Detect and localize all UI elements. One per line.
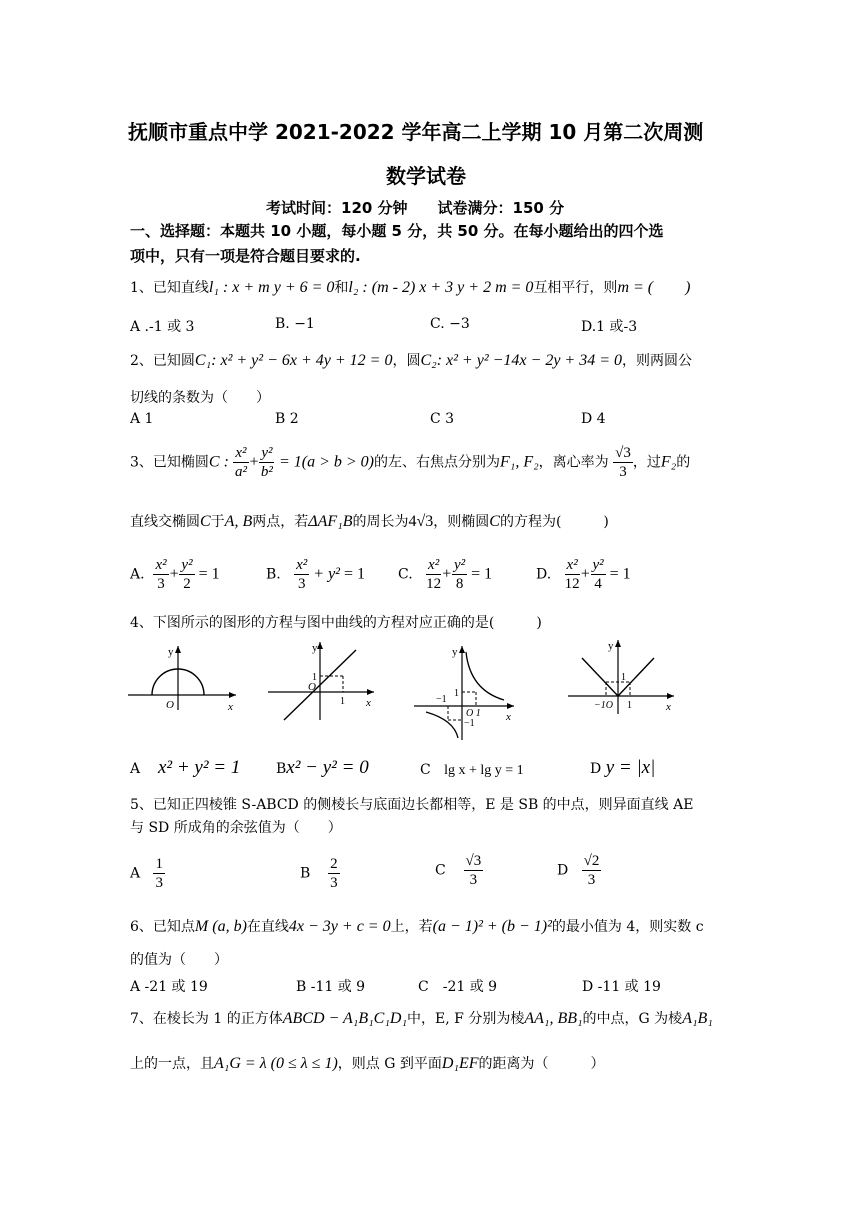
q3-option-d: D. $\frac{\text{x²}}{12}$ + $\frac{\text{y²}}{4}$ = 1 bbox=[536, 557, 631, 592]
q2-option-b: B 2 bbox=[275, 411, 299, 427]
q1-option-c: C. −3 bbox=[430, 316, 470, 332]
graph-b-line bbox=[268, 640, 378, 722]
q1-option-a: A .-1 或 3 bbox=[130, 319, 195, 335]
question-5-line1: 5、已知正四棱锥 S-ABCD 的侧棱长与底面边长都相等，E 是 SB 的中点，则异面直线 AE bbox=[130, 797, 694, 813]
q3-option-b: B. $\frac{\text{x²}}{3}$ + y² = 1 bbox=[266, 557, 365, 592]
graph-a-x-label: x bbox=[228, 701, 233, 713]
graph-c-tick-neg1x: −1 bbox=[436, 694, 447, 705]
q6-option-d: D -11 或 19 bbox=[582, 979, 661, 995]
graph-b-tick-1x: 1 bbox=[340, 696, 345, 707]
graph-b-tick-1y: 1 bbox=[312, 672, 317, 683]
question-3-line2: 直线交椭圆C于A, B两点，若ΔAF₁B的周长为4√3，则椭圆C的方程为( ) bbox=[130, 513, 609, 530]
q5-option-a: A $\frac{1}{3}$ bbox=[130, 856, 163, 891]
question-6-stem: 6、已知点M (a, b)在直线4x − 3y + c = 0上，若(a − 1)² + (b − 1)²的最小值为 4，则实数 c bbox=[130, 918, 704, 935]
question-7-stem: 7、在棱长为 1 的正方体ABCD − A₁B₁C₁D₁中，E, F 分别为棱AA₁, BB₁的中点，G 为棱A₁B₁ bbox=[130, 1010, 713, 1027]
exam-title: 抚顺市重点中学 2021-2022 学年高二上学期 10 月第二次周测 bbox=[128, 120, 704, 144]
question-1-stem: 1、已知直线l₁ : x + m y + 6 = 0和l₂ : (m - 2) x + 3 y + 2 m = 0互相平行，则m = ( ) bbox=[130, 279, 691, 296]
q4-option-c: C lg x + lg y = 1 bbox=[420, 762, 524, 778]
q2-option-c: C 3 bbox=[430, 411, 455, 427]
q5-option-d: D $\frac{√2}{3}$ bbox=[557, 853, 600, 888]
exam-subtitle: 数学试卷 bbox=[386, 164, 466, 188]
q2-option-d: D 4 bbox=[581, 411, 606, 427]
graph-c-hyperbola bbox=[414, 644, 518, 742]
q6-option-c: C -21 或 9 bbox=[418, 979, 498, 995]
q5-option-b: B $\frac{2}{3}$ bbox=[300, 856, 338, 891]
q2-option-a: A 1 bbox=[130, 411, 154, 427]
q3-option-c: C. $\frac{\text{x²}}{12}$ + $\frac{\text{y²}}{8}$ = 1 bbox=[398, 557, 493, 592]
section-heading-line1: 一、选择题：本题共 10 小题，每小题 5 分，共 50 分。在每小题给出的四个选 bbox=[130, 222, 664, 240]
q6-option-b: B -11 或 9 bbox=[296, 979, 366, 995]
exam-info: 考试时间：120 分钟 试卷满分：150 分 bbox=[266, 199, 565, 217]
graph-d-tick-1y: 1 bbox=[621, 672, 626, 683]
graph-d-neg1-origin: −1O bbox=[594, 700, 613, 711]
q6-option-a: A -21 或 19 bbox=[130, 979, 208, 995]
graph-b-y-label: y bbox=[312, 642, 318, 654]
section-heading-line2: 项中，只有一项是符合题目要求的. bbox=[130, 247, 361, 265]
graph-c-x-label: x bbox=[506, 711, 511, 723]
graph-a-origin-label: O bbox=[166, 699, 174, 711]
q1-option-b: B. −1 bbox=[275, 316, 315, 332]
question-7-line2: 上的一点，且A₁G = λ (0 ≤ λ ≤ 1)，则点 G 到平面D₁EF的距离为（ ） bbox=[130, 1055, 605, 1072]
graph-b-x-label: x bbox=[366, 697, 371, 709]
q4-option-a: A x² + y² = 1 bbox=[130, 757, 241, 778]
q4-option-d: D y = |x| bbox=[590, 757, 656, 778]
question-6-line2: 的值为（ ） bbox=[130, 952, 228, 968]
question-4-stem: 4、下图所示的图形的方程与图中曲线的方程对应正确的是( ) bbox=[130, 615, 542, 631]
graph-a-semicircle bbox=[128, 644, 240, 714]
graph-c-y-label: y bbox=[452, 646, 458, 658]
graph-a-y-label: y bbox=[168, 646, 174, 658]
question-3-stem: 3、已知椭圆C : $\frac{\text{x²}}{\text{a²}}$ + $\frac{\text{y²}}{\text{b²}}$ = 1(a > b > 0)的左、右焦点分别为F₁, F₂，离心率为 $\frac{√3}{3}$ ，过F₂的 bbox=[130, 445, 691, 480]
graph-d-y-label: y bbox=[608, 640, 614, 652]
graph-c-tick-1y: 1 bbox=[454, 688, 459, 699]
question-2-stem: 2、已知圆C₁: x² + y² − 6x + 4y + 12 = 0，圆C₂: x² + y² −14x − 2y + 34 = 0，则两圆公 bbox=[130, 352, 693, 369]
question-5-line2: 与 SD 所成角的余弦值为（ ） bbox=[130, 820, 342, 836]
q4-option-b: Bx² − y² = 0 bbox=[276, 757, 369, 778]
graph-b-origin-label: O bbox=[308, 681, 316, 693]
q1-option-d: D.1 或-3 bbox=[581, 319, 638, 335]
question-2-line2: 切线的条数为（ ） bbox=[130, 390, 270, 406]
q5-option-c: C $\frac{√3}{3}$ bbox=[435, 853, 482, 888]
q3-option-a: A. $\frac{\text{x²}}{3}$ + $\frac{\text{y²}}{2}$ = 1 bbox=[130, 557, 220, 592]
graph-d-absolute bbox=[568, 638, 678, 716]
graph-c-origin-label: O 1 bbox=[466, 708, 481, 719]
graph-d-tick-1x: 1 bbox=[627, 700, 632, 711]
graph-c-tick-neg1y: −1 bbox=[464, 718, 475, 729]
graph-d-x-label: x bbox=[666, 701, 671, 713]
